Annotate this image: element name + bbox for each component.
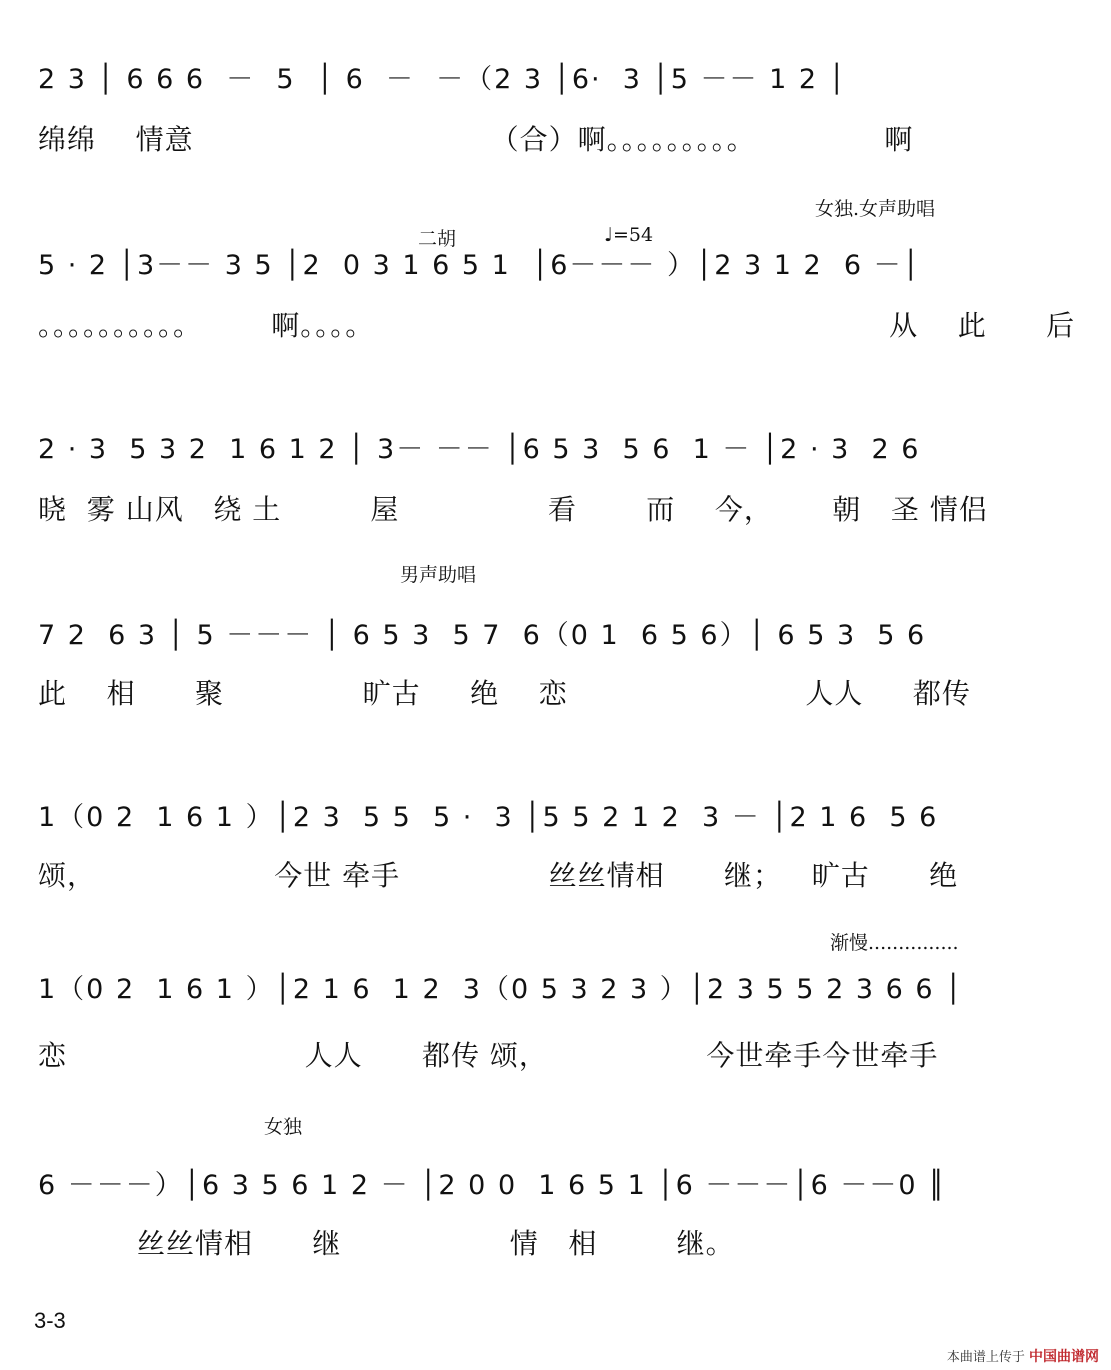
lyrics-line: 绵绵 情意 （合）啊。。。。。。。。。 啊 xyxy=(38,123,914,156)
lyrics-line: 此 相 聚 旷古 绝 恋 人人 都传 xyxy=(38,677,971,710)
lyrics-line: 。。。。。。。。。。 啊。。。。 从 此 后 xyxy=(38,309,1076,342)
notation-line: 6 －－－）│6 3 5 6 1 2 － │2 0 0 1 6 5 1 │6 －－－│6 －－0 ║ xyxy=(38,1170,947,1201)
notation-line: 5 · 2 │3－－ 3 5 │2 0 3 1 6 5 1 │6－－－ ）│2 3 1 2 6 －│ xyxy=(38,250,921,281)
annotation-ritardando: 渐慢............... xyxy=(830,932,959,954)
annotation-female-solo: 女独.女声助唱 xyxy=(815,198,936,220)
lyrics-line: 恋 人人 都传 颂， 今世牵手今世牵手 xyxy=(38,1039,939,1072)
page-number: 3-3 xyxy=(34,1308,66,1333)
watermark-brand: 中国曲谱网 xyxy=(1029,1349,1099,1365)
annotation-tempo: ♩=54 xyxy=(604,224,654,246)
annotation-female-solo-2: 女独 xyxy=(264,1116,303,1138)
notation-line: 7 2 6 3 │ 5 －－－ │ 6 5 3 5 7 6（0 1 6 5 6）│ 6 5 3 5 6 xyxy=(38,620,927,651)
lyrics-line: 晓 雾 山风 绕 土 屋 看 而 今， 朝 圣 情侣 xyxy=(38,493,988,526)
lyrics-line: 丝丝情相 继 情 相 继。 xyxy=(38,1227,735,1260)
annotation-male-chorus: 男声助唱 xyxy=(400,564,477,586)
notation-line: 2 · 3 5 3 2 1 6 1 2 │ 3－ －－ │6 5 3 5 6 1 － │2 · 3 2 6 xyxy=(38,434,921,465)
annotation-erhu: 二胡 xyxy=(418,228,457,250)
notation-line: 2 3 │ 6 6 6 － 5 │ 6 － －（2 3 │6· 3 │5 －－ 1 2 │ xyxy=(38,64,847,95)
notation-line: 1（0 2 1 6 1 ）│2 3 5 5 5 · 3 │5 5 2 1 2 3 － │2 1 6 5 6 xyxy=(38,802,939,833)
site-watermark xyxy=(947,1346,1099,1366)
watermark-text: 本曲谱上传于 xyxy=(946,1350,1025,1365)
notation-line: 1（0 2 1 6 1 ）│2 1 6 1 2 3（0 5 3 2 3 ）│2 3 5 5 2 3 6 6 │ xyxy=(38,974,964,1005)
lyrics-line: 颂， 今世 牵手 丝丝情相 继； 旷古 绝 xyxy=(38,859,959,892)
